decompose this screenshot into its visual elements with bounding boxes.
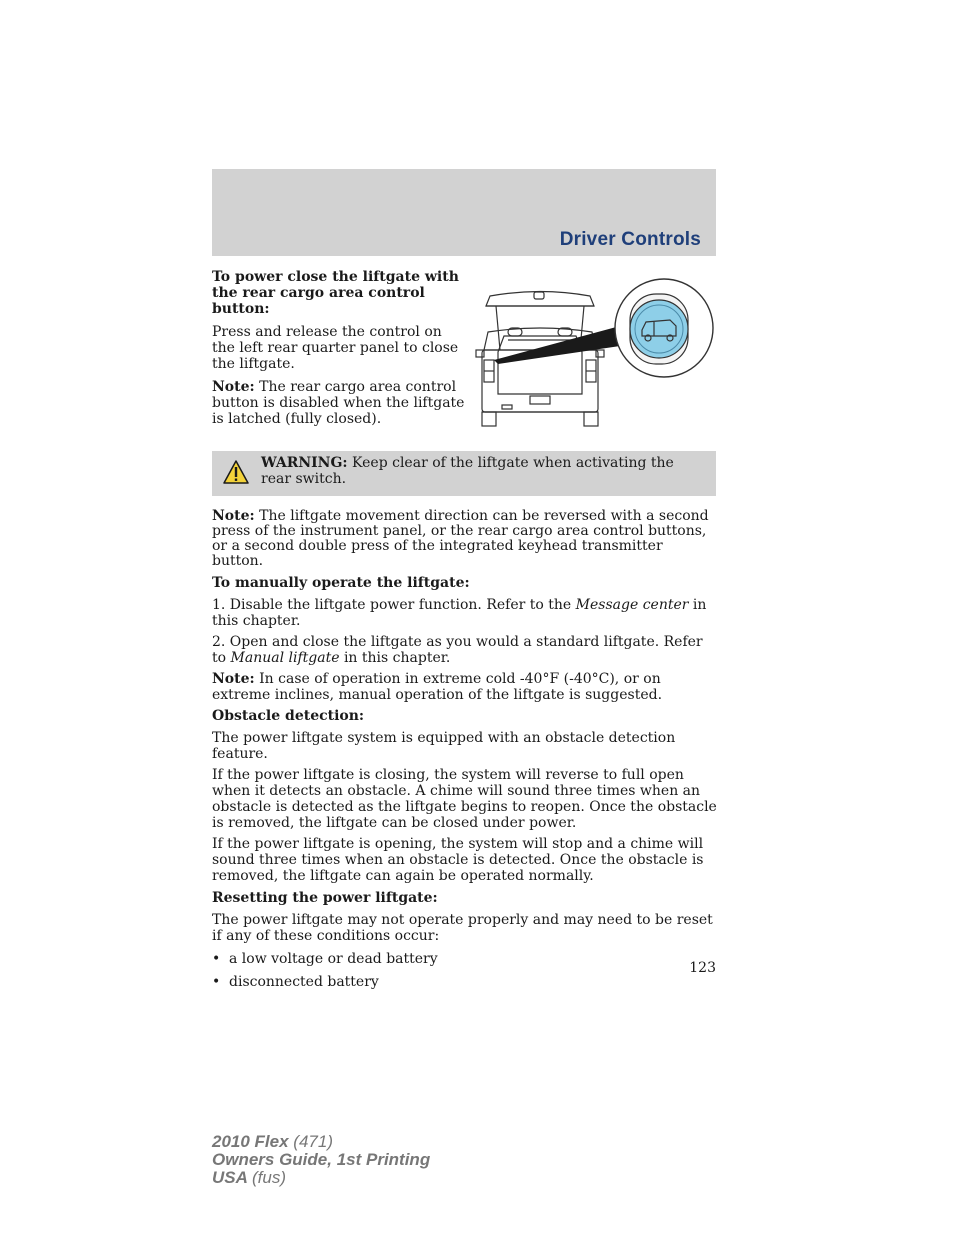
reset-heading: Resetting the power liftgate: [212, 890, 438, 906]
manual-step-1: 1. Disable the liftgate power function. Refer to the Message center in this chapter. [212, 597, 707, 629]
header-band [212, 169, 716, 256]
body-content [212, 509, 717, 997]
footer-model: 2010 Flex [212, 1132, 289, 1151]
message-center-ref: Message center [575, 597, 689, 613]
footer-region: USA [212, 1168, 248, 1187]
note-text: The rear cargo area control button is disabled when the liftgate is latched (fully closed). [212, 379, 465, 427]
intro-section [212, 269, 467, 434]
callout-wedge [494, 326, 620, 364]
footer-region-code: (fus) [252, 1168, 286, 1187]
note-reverse [212, 509, 717, 569]
list-item: • a low voltage or dead battery [212, 951, 438, 967]
obstacle-heading: Obstacle detection: [212, 708, 365, 724]
footer [212, 1133, 430, 1187]
cargo-button [630, 300, 688, 358]
manual-step-2: 2. Open and close the liftgate as you would a standard liftgate. Refer to Manual liftgate in this chapter. [212, 634, 703, 666]
reset-paragraph: The power liftgate may not operate properly and may need to be reset if any of these conditions occur: [212, 912, 713, 944]
warning-message: Keep clear of the liftgate when activating the rear switch. [261, 455, 674, 487]
intro-paragraph: Press and release the control on the left rear quarter panel to close the liftgate. [212, 324, 459, 372]
intro-heading: To power close the liftgate with the rear cargo area control button: [212, 269, 459, 317]
note-text: In case of operation in extreme cold -40°F (-40°C), or on extreme inclines, manual operation of the liftgate is suggested. [212, 671, 663, 703]
liftgate-illustration [474, 272, 716, 432]
note-label: Note: [212, 671, 255, 687]
manual-heading: To manually operate the liftgate: [212, 575, 470, 591]
note-cold [212, 671, 717, 703]
footer-model-code: (471) [293, 1132, 333, 1151]
page-number: 123 [689, 960, 716, 976]
intro-note [212, 379, 467, 427]
warning-text [261, 455, 702, 487]
manual-liftgate-ref: Manual liftgate [230, 650, 340, 666]
note-label: Note: [212, 379, 255, 395]
warning-box [212, 451, 716, 496]
note-text: The liftgate movement direction can be reversed with a second press of the instrument panel, or the rear cargo area control buttons, or a second double press of the integrated keyhead transmitter button. [212, 508, 709, 569]
warning-label: WARNING: [261, 455, 348, 471]
section-title: Driver Controls [559, 229, 701, 250]
obstacle-paragraph-3: If the power liftgate is opening, the system will stop and a chime will sound three times when an obstacle is detected. Once the obstacle is removed, the liftgate can again be operated normally. [212, 836, 704, 884]
obstacle-paragraph-2: If the power liftgate is closing, the system will reverse to full open when it detects an obstacle. A chime will sound three times when an obstacle is detected as the liftgate begins to reopen. Once the obstacle is removed, the liftgate can be closed under power. [212, 767, 717, 831]
warning-triangle-icon [223, 459, 249, 485]
obstacle-paragraph-1: The power liftgate system is equipped with an obstacle detection feature. [212, 730, 676, 762]
list-item: • disconnected battery [212, 974, 379, 990]
note-label: Note: [212, 508, 255, 524]
footer-guide: Owners Guide, 1st Printing [212, 1150, 431, 1169]
